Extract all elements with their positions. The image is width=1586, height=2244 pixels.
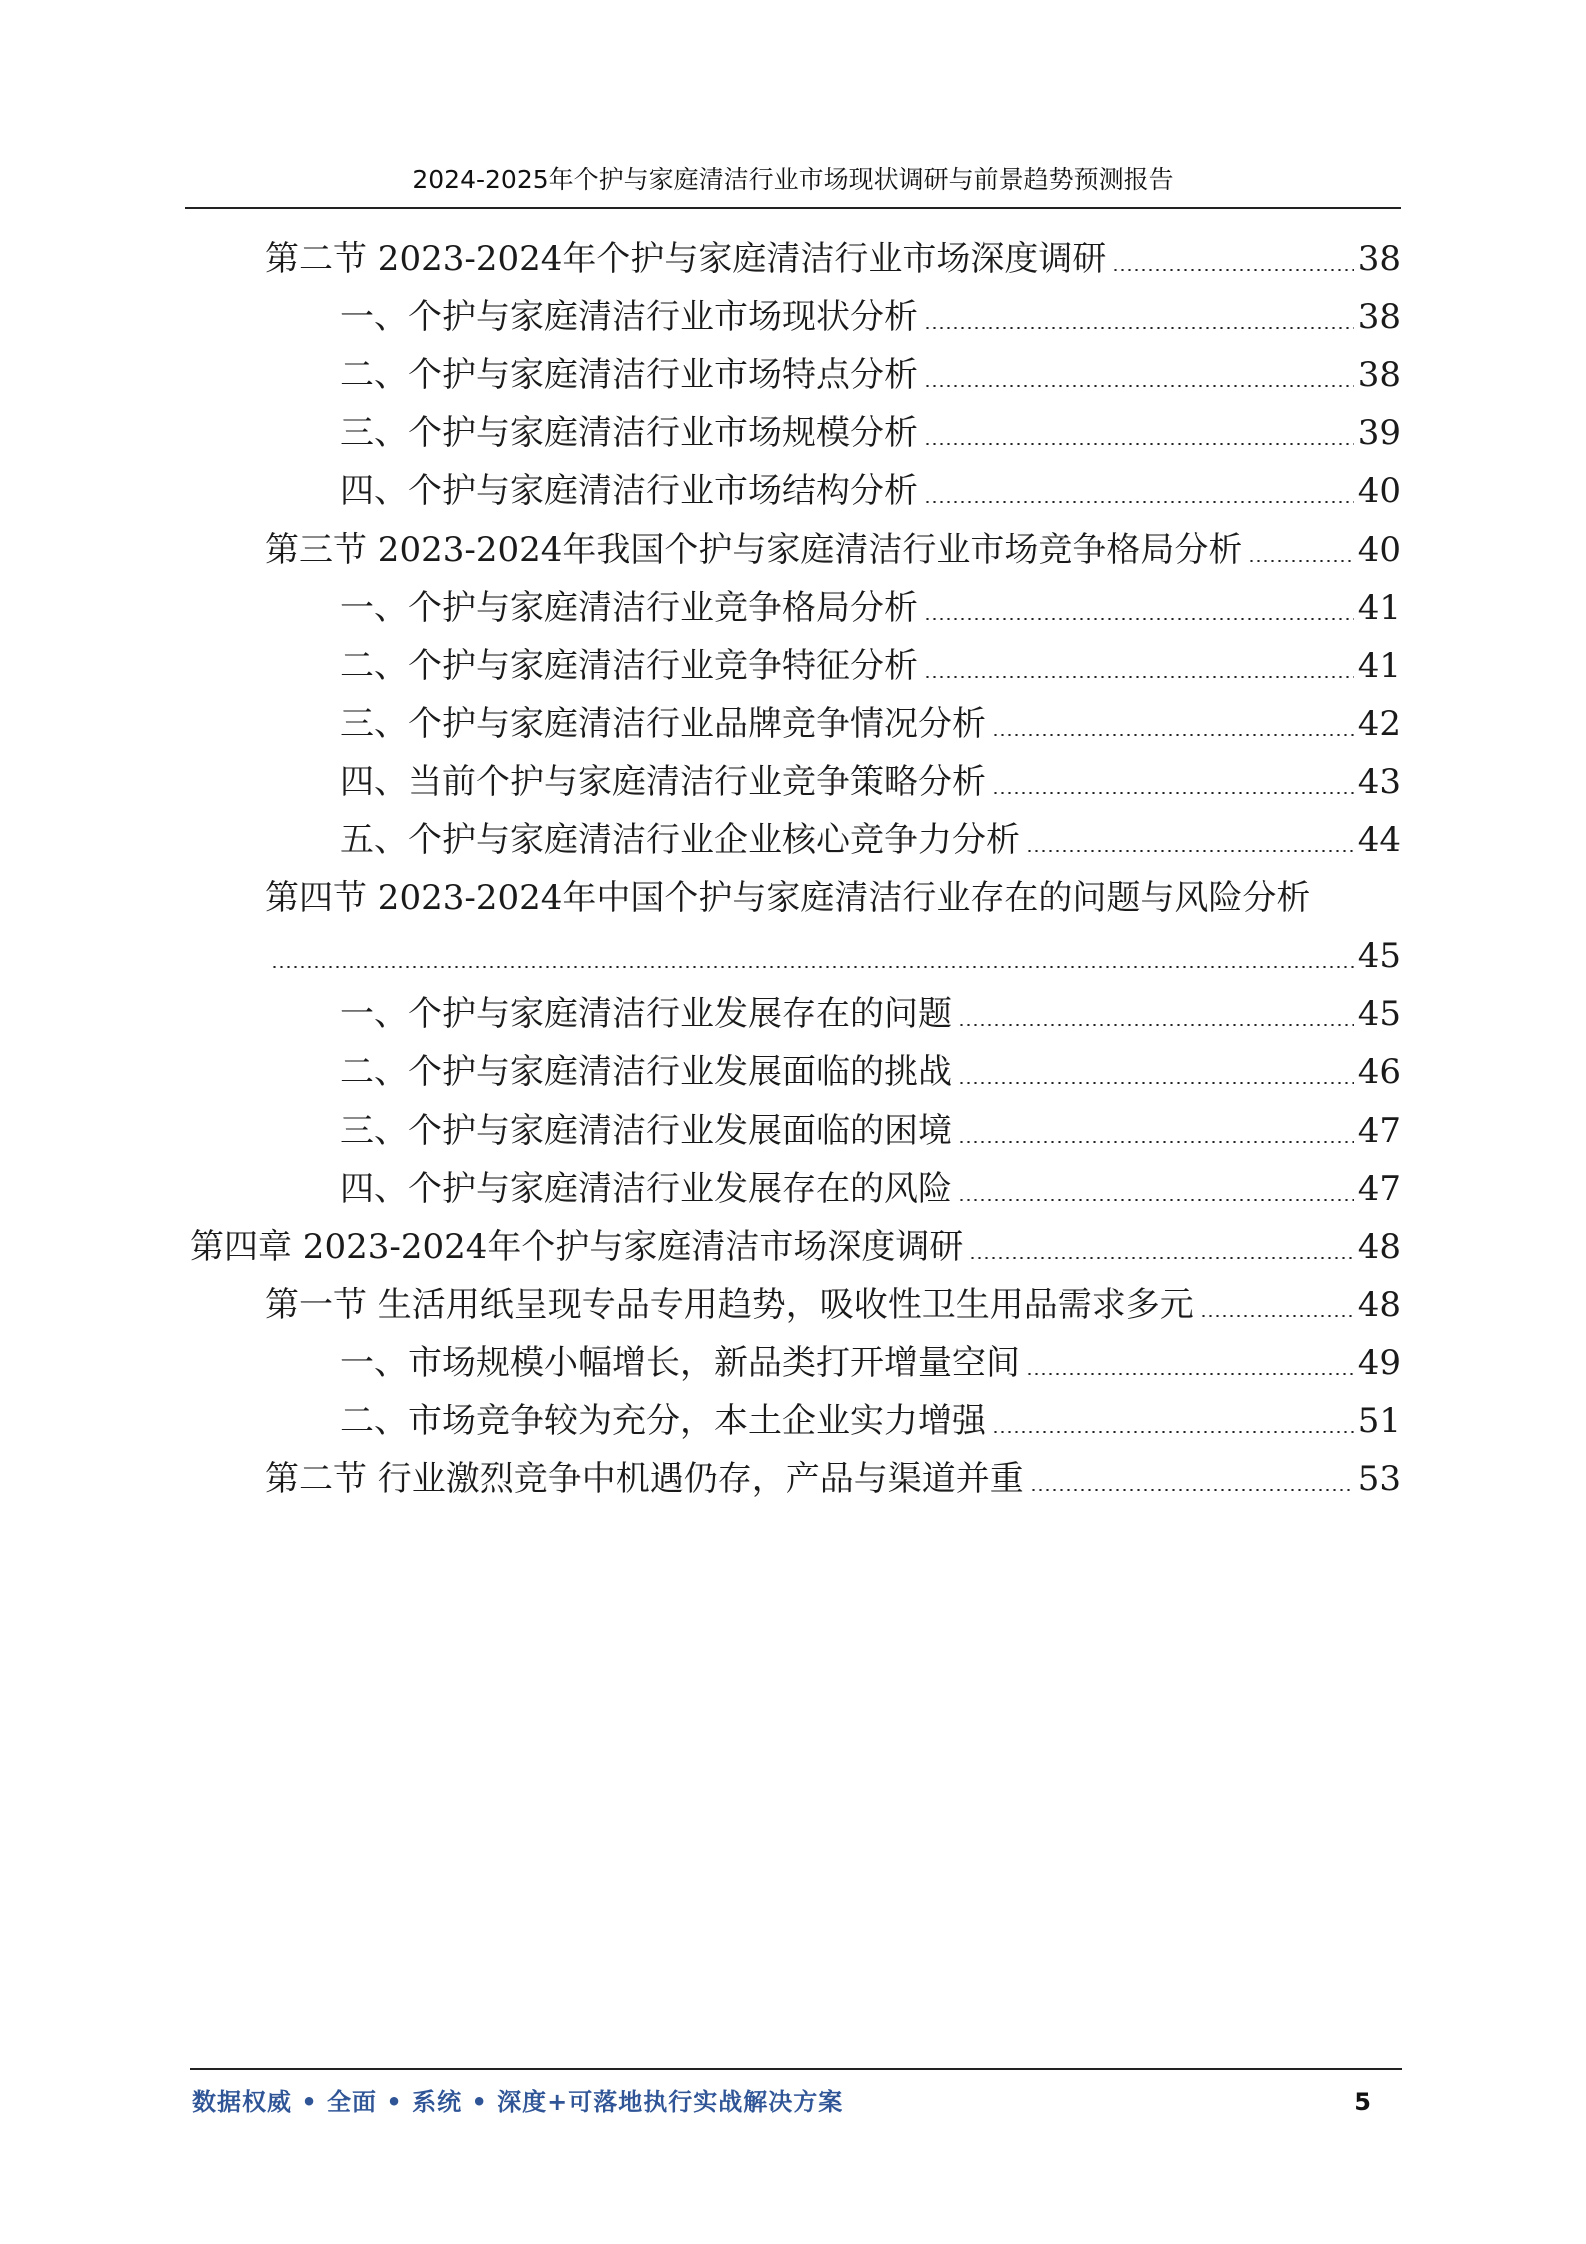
toc-entry-title: 五、个护与家庭清洁行业企业核心竞争力分析 [340,820,1020,860]
toc-entry-title: 四、当前个护与家庭清洁行业竞争策略分析 [340,761,986,802]
toc-entry-title: 一、个护与家庭清洁行业发展存在的问题 [340,994,952,1035]
dot-leader [271,966,1354,968]
toc-entry[interactable] [340,409,1401,457]
dot-leader [1200,1315,1354,1317]
dot-leader [924,385,1354,387]
toc-entry-continuation[interactable] [265,932,1401,980]
dot-leader [992,734,1354,736]
dot-leader [958,1199,1354,1201]
toc-entry[interactable] [340,700,1401,748]
toc-entry[interactable] [340,467,1401,515]
page-number: 5 [1354,2088,1371,2116]
dot-leader [1112,269,1353,271]
toc-entry-page: 47 [1357,1168,1401,1209]
toc-entry[interactable] [265,1281,1401,1329]
toc-entry[interactable] [340,1397,1401,1445]
toc-entry-title: 三、个护与家庭清洁行业市场规模分析 [340,413,918,454]
dot-leader [969,1257,1353,1259]
toc-entry-page: 41 [1357,587,1401,628]
toc-entry[interactable] [340,1165,1401,1213]
footer-slogan: 数据权威 • 全面 • 系统 • 深度+可落地执行实战解决方案 [192,2088,844,2116]
toc-entry-page: 42 [1357,703,1401,744]
toc-entry[interactable] [265,1455,1401,1503]
toc-entry-title: 二、个护与家庭清洁行业市场特点分析 [340,355,918,396]
toc-entry-page: 45 [1357,936,1401,977]
toc-entry[interactable] [265,874,1310,922]
toc-entry[interactable] [340,1107,1401,1155]
dot-leader [992,792,1354,794]
toc-entry-page: 44 [1357,820,1401,860]
dot-leader [924,327,1354,329]
toc-entry-page: 45 [1357,994,1401,1035]
toc-entry[interactable] [340,816,1401,864]
toc-entry-title: 二、个护与家庭清洁行业竞争特征分析 [340,645,918,686]
toc-entry-page: 43 [1357,761,1401,802]
dot-leader [1030,1489,1354,1491]
toc-entry-title: 第一节 生活用纸呈现专品专用趋势，吸收性卫生用品需求多元 [265,1284,1194,1325]
toc-entry-title: 一、个护与家庭清洁行业市场现状分析 [340,297,918,338]
toc-entry-page: 40 [1357,529,1401,570]
footer-rule [190,2068,1402,2070]
toc-entry-title: 一、市场规模小幅增长，新品类打开增量空间 [340,1342,1020,1383]
toc-entry[interactable] [340,990,1401,1038]
toc-entry-page: 38 [1357,239,1401,279]
dot-leader [958,1082,1354,1084]
dot-leader [924,676,1354,678]
toc-entry-title: 四、个护与家庭清洁行业发展存在的风险 [340,1168,952,1209]
toc-entry-title: 一、个护与家庭清洁行业竞争格局分析 [340,587,918,628]
toc-entry[interactable] [340,758,1401,806]
document-header: 2024-2025年个护与家庭清洁行业市场现状调研与前景趋势预测报告 [412,165,1174,194]
toc-entry[interactable] [340,1339,1401,1387]
toc-entry-title: 第三节 2023-2024年我国个护与家庭清洁行业市场竞争格局分析 [265,529,1243,570]
toc-entry[interactable] [340,642,1401,690]
toc-entry-title: 第二节 2023-2024年个护与家庭清洁行业市场深度调研 [265,239,1107,279]
toc-entry-title: 二、个护与家庭清洁行业发展面临的挑战 [340,1052,952,1093]
toc-entry[interactable] [340,293,1401,341]
header-rule [185,207,1401,209]
toc-entry[interactable] [340,351,1401,399]
dot-leader [1248,560,1353,562]
toc-entry-page: 53 [1357,1459,1401,1500]
toc-entry-title: 三、个护与家庭清洁行业发展面临的困境 [340,1110,952,1151]
toc-entry-page: 47 [1357,1110,1401,1151]
dot-leader [958,1141,1354,1143]
toc-entry-page: 40 [1357,471,1401,512]
dot-leader [924,501,1354,503]
toc-entry-page: 46 [1357,1052,1401,1093]
toc-entry-page: 48 [1357,1284,1401,1325]
toc-entry-title: 第四节 2023-2024年中国个护与家庭清洁行业存在的问题与风险分析 [265,878,1311,919]
dot-leader [924,443,1354,445]
toc-entry[interactable] [340,584,1401,632]
toc-entry[interactable] [265,526,1401,574]
toc-entry-page: 38 [1357,355,1401,396]
toc-entry-page: 38 [1357,297,1401,338]
toc-entry[interactable] [190,1223,1401,1271]
toc-entry-page: 51 [1357,1401,1401,1441]
toc-entry-title: 第四章 2023-2024年个护与家庭清洁市场深度调研 [190,1226,964,1267]
toc-entry-page: 39 [1357,413,1401,454]
toc-entry-page: 49 [1357,1342,1401,1383]
toc-entry-title: 二、市场竞争较为充分，本土企业实力增强 [340,1401,986,1441]
dot-leader [1026,850,1354,852]
toc-entry-title: 三、个护与家庭清洁行业品牌竞争情况分析 [340,703,986,744]
toc-entry[interactable] [340,1048,1401,1096]
toc-entry-page: 48 [1357,1226,1401,1267]
toc-entry[interactable] [265,235,1401,283]
toc-entry-title: 四、个护与家庭清洁行业市场结构分析 [340,471,918,512]
dot-leader [958,1024,1354,1026]
dot-leader [992,1431,1354,1433]
dot-leader [924,618,1354,620]
toc-entry-title: 第二节 行业激烈竞争中机遇仍存，产品与渠道并重 [265,1459,1024,1500]
dot-leader [1026,1373,1354,1375]
toc-entry-page: 41 [1357,645,1401,686]
